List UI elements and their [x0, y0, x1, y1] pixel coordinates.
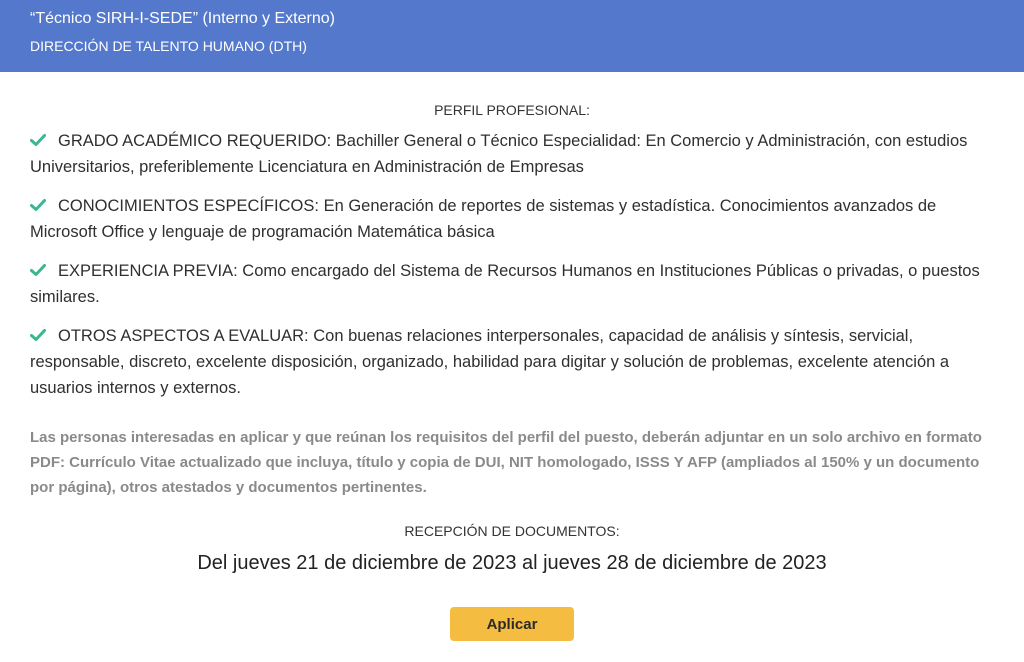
check-icon [30, 133, 46, 147]
check-icon [30, 198, 46, 212]
requirement-other-aspects [30, 323, 994, 401]
requirement-text: CONOCIMIENTOS ESPECÍFICOS: En Generación de reportes de sistemas y estadística. Conocimientos avanzados de Microsoft Office y lenguaje de programación Matemática básica [30, 197, 937, 241]
application-instructions: Las personas interesadas en aplicar y que reúnan los requisitos del perfil del puesto, deberán adjuntar en un solo archivo en formato PDF: Currículo Vitae actualizado que incluya, título y copia de DUI, NIT homologado, ISSS Y AFP (ampliados al 150% y un documento por página), otros atestados y documentos pertinentes. [30, 429, 982, 496]
requirement-text: GRADO ACADÉMICO REQUERIDO: Bachiller General o Técnico Especialidad: En Comercio y Administración, con estudios Universitarios, preferiblemente Licenciatura en Administración de Empresas [30, 132, 968, 176]
page-header [0, 0, 1024, 72]
requirement-experience [30, 258, 994, 310]
apply-button[interactable]: Aplicar [450, 607, 574, 641]
requirement-academic [30, 128, 994, 180]
check-icon [30, 328, 46, 342]
apply-container [30, 607, 994, 641]
department-name: DIRECCIÓN DE TALENTO HUMANO (DTH) [30, 38, 307, 54]
job-details [0, 101, 1024, 641]
profile-heading: PERFIL PROFESIONAL: [434, 102, 590, 118]
job-title: “Técnico SIRH-I-SEDE” (Interno y Externo) [30, 10, 335, 27]
check-icon [30, 263, 46, 277]
reception-heading: RECEPCIÓN DE DOCUMENTOS: [404, 523, 620, 539]
requirement-text: OTROS ASPECTOS A EVALUAR: Con buenas relaciones interpersonales, capacidad de análisis y síntesis, servicial, responsable, discreto, excelente disposición, organizado, habilidad para digitar y solución de problemas, excelente atención a usuarios internos y externos. [30, 327, 950, 397]
requirement-text: EXPERIENCIA PREVIA: Como encargado del Sistema de Recursos Humanos en Instituciones Públicas o privadas, o puestos similares. [30, 262, 980, 306]
reception-dates: Del jueves 21 de diciembre de 2023 al jueves 28 de diciembre de 2023 [197, 552, 827, 574]
requirements-list [30, 128, 994, 401]
requirement-knowledge [30, 193, 994, 245]
